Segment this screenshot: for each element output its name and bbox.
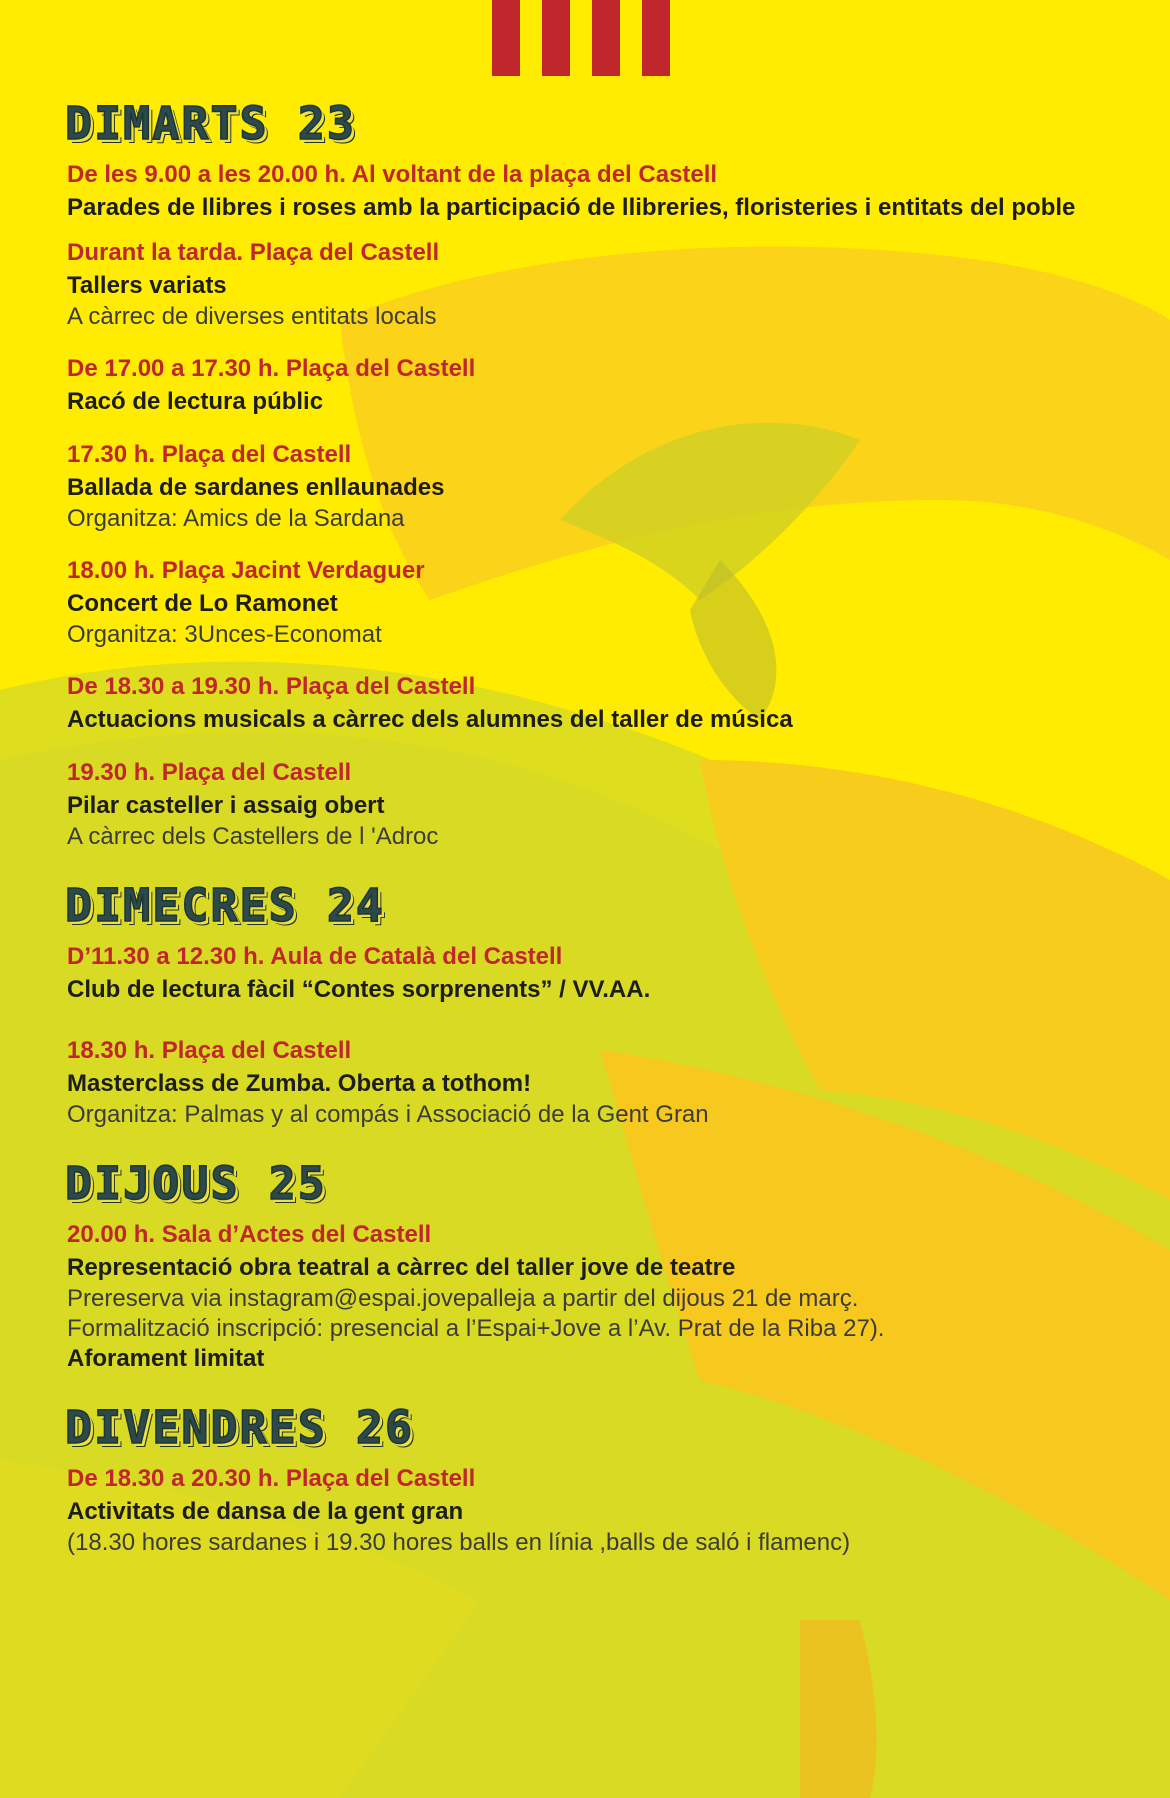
stripe [592, 0, 620, 76]
event-title: Club de lectura fàcil “Contes sorprenents” / VV.AA. [67, 976, 651, 1003]
event-time: De les 9.00 a les 20.00 h. Al voltant de la plaça del Castell [67, 161, 718, 188]
event-title: Pilar casteller i assaig obert [67, 792, 385, 819]
event-note: Organitza: Amics de la Sardana [67, 505, 405, 532]
event-title: Masterclass de Zumba. Oberta a tothom! [67, 1070, 532, 1097]
event [67, 1036, 1127, 1130]
stripe [542, 0, 570, 76]
event-note: (18.30 hores sardanes i 19.30 hores balls en línia ,balls de saló i flamenc) [67, 1529, 851, 1556]
day-title: DIVENDRES 26 [65, 1401, 415, 1454]
event-note: Organitza: Palmas y al compás i Associació de la Gent Gran [67, 1101, 709, 1128]
event-title: Racó de lectura públic [67, 388, 324, 415]
event [67, 1220, 1127, 1374]
event-title: Ballada de sardanes enllaunades [67, 474, 445, 501]
event-title: Tallers variats [67, 272, 227, 299]
program-list [67, 98, 1127, 1586]
event-note: A càrrec dels Castellers de l 'Adroc [67, 823, 439, 850]
event-title: Concert de Lo Ramonet [67, 590, 338, 617]
event-time: D’11.30 a 12.30 h. Aula de Català del Castell [67, 943, 563, 970]
event-note [67, 1284, 967, 1374]
event [67, 758, 1127, 852]
event [67, 440, 1127, 534]
event [67, 160, 1127, 224]
event-note-text: Prereserva via instagram@espai.jovepalleja a partir del dijous 21 de març. Formalització inscripció: presencial a l’Espai+Jove a l’Av. Prat de la Riba 27). [67, 1285, 885, 1342]
event-time: 17.30 h. Plaça del Castell [67, 441, 352, 468]
event-time: Durant la tarda. Plaça del Castell [67, 239, 440, 266]
event-time: 20.00 h. Sala d’Actes del Castell [67, 1221, 432, 1248]
event [67, 942, 1127, 1006]
event-title: Parades de llibres i roses amb la participació de llibreries, floristeries i entitats del poble [67, 194, 1076, 221]
day-dijous [67, 1158, 1127, 1374]
event-note-emphasis: Aforament limitat [67, 1345, 265, 1372]
stripe [492, 0, 520, 76]
day-title: DIJOUS 25 [65, 1157, 327, 1210]
event-time: De 17.00 a 17.30 h. Plaça del Castell [67, 355, 476, 382]
event-title: Activitats de dansa de la gent gran [67, 1498, 464, 1525]
event [67, 1464, 1127, 1558]
event-time: 19.30 h. Plaça del Castell [67, 759, 352, 786]
event-title: Actuacions musicals a càrrec dels alumnes del taller de música [67, 706, 793, 733]
event-time: De 18.30 a 20.30 h. Plaça del Castell [67, 1465, 476, 1492]
event [67, 238, 1127, 332]
event [67, 672, 1127, 736]
event [67, 354, 1127, 418]
event-time: De 18.30 a 19.30 h. Plaça del Castell [67, 673, 476, 700]
event-time: 18.30 h. Plaça del Castell [67, 1037, 352, 1064]
senyera-stripes [492, 0, 670, 76]
day-divendres [67, 1402, 1127, 1558]
day-title: DIMECRES 24 [65, 879, 386, 932]
event-note: A càrrec de diverses entitats locals [67, 303, 437, 330]
day-dimarts [67, 98, 1127, 852]
day-dimecres [67, 880, 1127, 1130]
event [67, 556, 1127, 650]
event-time: 18.00 h. Plaça Jacint Verdaguer [67, 557, 425, 584]
day-title: DIMARTS 23 [65, 97, 356, 150]
stripe [642, 0, 670, 76]
event-title: Representació obra teatral a càrrec del taller jove de teatre [67, 1254, 736, 1281]
event-note: Organitza: 3Unces-Economat [67, 621, 382, 648]
